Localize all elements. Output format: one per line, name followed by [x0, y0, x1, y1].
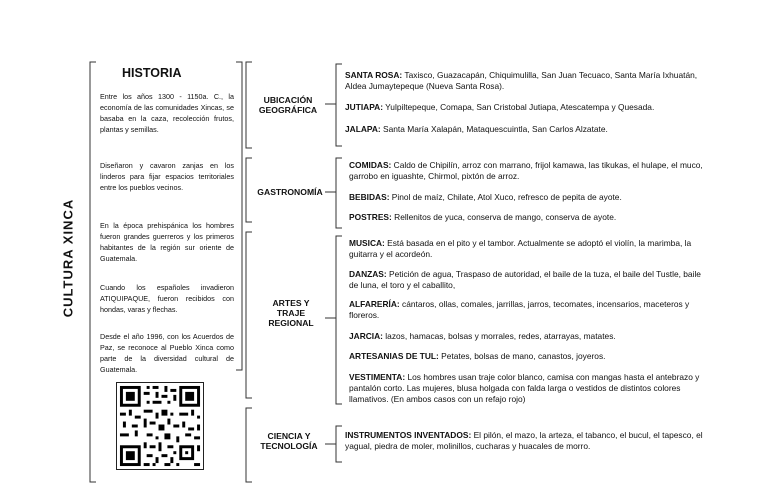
entry-alfareria-text: cántaros, ollas, comales, jarrillas, jarros, tecomates, incensarios, maceteros y floreros.: [349, 299, 690, 320]
entry-bebidas-text: Pinol de maíz, Chilate, Atol Xuco, refresco de pepita de ayote.: [389, 192, 622, 202]
entry-jutiapa: [345, 102, 725, 113]
entry-vestimenta-label: VESTIMENTA:: [349, 372, 406, 382]
ciencia-bracket: [246, 408, 252, 482]
entry-danzas-text: Petición de agua, Traspaso de autoridad, el baile de la tuza, el baile del Tustle, baile de luna, el toro y el caballito,: [349, 269, 701, 290]
ciencia-entries-bracket: [336, 426, 342, 462]
entry-musica-text: Está basada en el pito y el tambor. Actualmente se adoptó el violín, la marimba, la guitarra y el acordeón.: [349, 238, 692, 259]
entry-comidas-text: Caldo de Chipilín, arroz con marrano, frijol kamawa, las tikukas, el hulape, el muco, garrobo en iguashte, Chirmol, pixtón de arroz.: [349, 160, 703, 181]
entry-musica: [349, 238, 705, 260]
artes-bracket: [246, 232, 252, 398]
entry-jarcia: [349, 331, 705, 342]
entry-jutiapa-text: Yulpiltepeque, Comapa, San Cristobal Jutiapa, Atescatempa y Quesada.: [383, 102, 655, 112]
artes-entries-bracket: [336, 236, 342, 404]
ubicacion-entries-bracket: [336, 64, 342, 146]
entry-alfareria-label: ALFARERÍA:: [349, 299, 400, 309]
category-gastronomia: GASTRONOMÍA: [257, 187, 323, 197]
entry-jalapa-label: JALAPA:: [345, 124, 381, 134]
qr-code-icon: [116, 382, 204, 470]
entry-jalapa: [345, 124, 725, 135]
entry-bebidas: [349, 192, 719, 203]
entry-alfareria: [349, 299, 705, 321]
history-paragraph-5: Desde el año 1996, con los Acuerdos de Paz, se reconoce al Pueblo Xinca como parte de la diversidad cultural de Guatemala.: [100, 332, 234, 374]
qr-code-graphic: [117, 383, 203, 469]
main-bracket: [90, 62, 96, 482]
entry-comidas: [349, 160, 705, 182]
entry-postres: [349, 212, 719, 223]
entry-santa-rosa: [345, 70, 705, 92]
entry-jalapa-text: Santa María Xalapán, Mataquescuintla, San Carlos Alzatate.: [380, 124, 608, 134]
entry-artesanias-label: ARTESANIAS DE TUL:: [349, 351, 439, 361]
entry-santa-rosa-label: SANTA ROSA:: [345, 70, 403, 80]
entry-comidas-label: COMIDAS:: [349, 160, 392, 170]
entry-instrumentos: [345, 430, 705, 452]
history-paragraph-4: Cuando los españoles invadieron ATIQUIPAQUE, fueron recibidos con hondas, varas y flechas.: [100, 283, 234, 314]
entry-santa-rosa-text: Taxisco, Guazacapán, Chiquimulilla, San Juan Tecuaco, Santa María Ixhuatán, Aldea Jumaytepeque (Nueva Santa Rosa).: [345, 70, 698, 91]
entry-vestimenta: [349, 372, 705, 405]
entry-postres-label: POSTRES:: [349, 212, 392, 222]
entry-instrumentos-text: El pilón, el mazo, la arteza, el tabanco, el bucul, el tapesco, el yagual, piedra de moler, molinillos, cucharas y huacales de morro.: [345, 430, 703, 451]
main-title: CULTURA XINCA: [60, 198, 76, 318]
entry-vestimenta-text: Los hombres usan traje color blanco, camisa con mangas hasta el antebrazo y pantalón corto. Las mujeres, blusa holgada con falda larga o vestidos de distintos colores llamativos. (En ambos casos con un refajo rojo): [349, 372, 700, 404]
history-paragraph-1: Entre los años 1300 - 1150a. C., la economía de las comunidades Xincas, se basaba en la caza, recolección frutos, plantas y semillas.: [100, 92, 234, 134]
history-title: HISTORIA: [122, 66, 182, 80]
history-paragraph-3: En la época prehispánica los hombres fueron grandes guerreros y los primeros habitantes de la región sur oriente de Guatemala.: [100, 221, 234, 263]
entry-artesanias: [349, 351, 705, 362]
entry-jarcia-text: lazos, hamacas, bolsas y morrales, redes, atarrayas, matates.: [382, 331, 616, 341]
main-title-wrapper: [58, 0, 78, 503]
entry-postres-text: Rellenitos de yuca, conserva de mango, conserva de ayote.: [391, 212, 617, 222]
entry-danzas-label: DANZAS:: [349, 269, 387, 279]
entry-instrumentos-label: INSTRUMENTOS INVENTADOS:: [345, 430, 472, 440]
category-artes: ARTES Y TRAJE REGIONAL: [268, 298, 314, 328]
entry-jutiapa-label: JUTIAPA:: [345, 102, 383, 112]
entry-jarcia-label: JARCIA:: [349, 331, 383, 341]
history-bracket: [236, 62, 242, 370]
entry-danzas: [349, 269, 705, 291]
gastronomia-entries-bracket: [336, 158, 342, 228]
category-ciencia: CIENCIA Y TECNOLOGÍA: [260, 431, 318, 451]
entry-bebidas-label: BEBIDAS:: [349, 192, 390, 202]
entry-artesanias-text: Petates, bolsas de mano, canastos, joyeros.: [438, 351, 606, 361]
entry-musica-label: MUSICA:: [349, 238, 385, 248]
history-paragraph-2: Diseñaron y cavaron zanjas en los linderos para fijar espacios territoriales entre los pueblos vecinos.: [100, 161, 234, 192]
category-ubicacion: UBICACIÓN GEOGRÁFICA: [258, 95, 318, 115]
